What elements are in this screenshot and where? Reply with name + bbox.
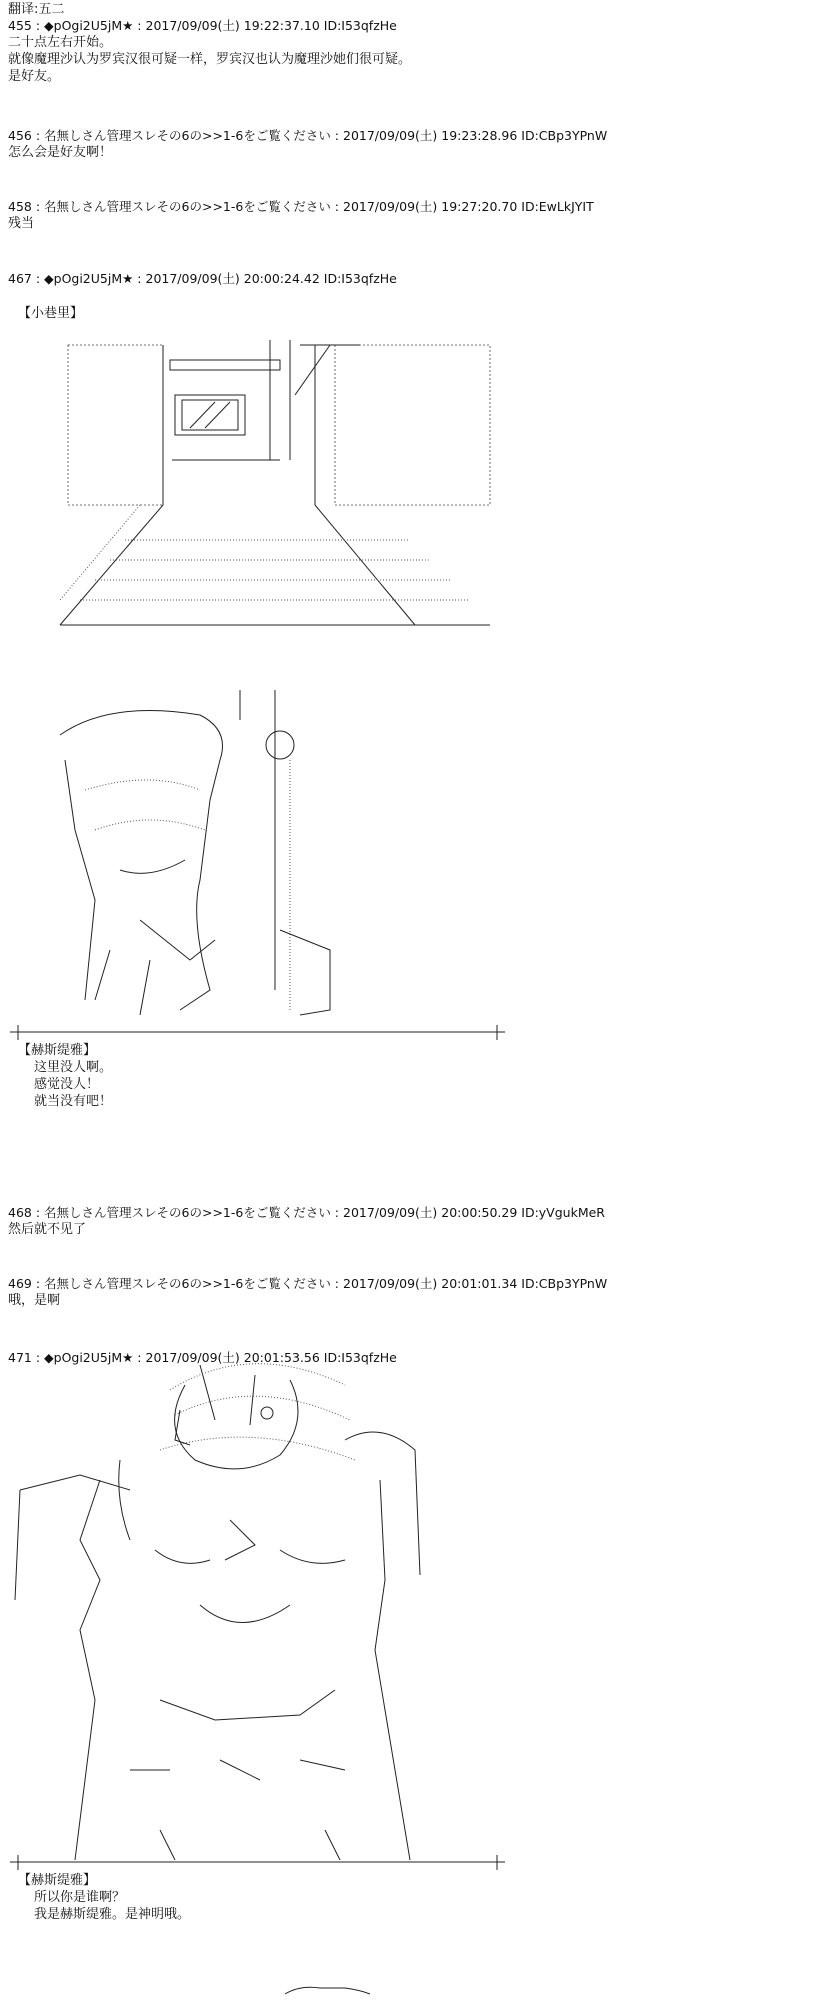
post-header: 455 : ◆pOgi2U5jM★ : 2017/09/09(土) 19:22:37.10 ID:I53qfzHe <box>8 18 397 33</box>
separator-line <box>10 1855 505 1870</box>
alley-window <box>170 360 280 460</box>
post-header: 469 : 名無しさん管理スレその6の>>1-6をご覧ください : 2017/09/09(土) 20:01:01.34 ID:CBp3YPnW <box>8 1276 608 1291</box>
dialogue-line: 感觉没人！ <box>34 1077 100 1092</box>
speaker-label: 【赫斯缇雅】 <box>18 1873 97 1888</box>
post-line: 是好友。 <box>8 69 61 84</box>
character-ascii-art-2 <box>15 1364 420 1860</box>
alley-right-wall <box>295 345 490 625</box>
alley-floor <box>60 540 490 625</box>
separator-line <box>10 1025 505 1040</box>
post-line: 二十点左右开始。 <box>8 35 113 50</box>
post-header: 471 : ◆pOgi2U5jM★ : 2017/09/09(土) 20:01:53.56 ID:I53qfzHe <box>8 1350 397 1365</box>
post-header: 468 : 名無しさん管理スレその6の>>1-6をご覧ください : 2017/09/09(土) 20:00:50.29 ID:yVgukMeR <box>8 1205 605 1220</box>
post-header: 456 : 名無しさん管理スレその6の>>1-6をご覧ください : 2017/09/09(土) 19:23:28.96 ID:CBp3YPnW <box>8 128 608 143</box>
post-line: 就像魔理沙认为罗宾汉很可疑一样，罗宾汉也认为魔理沙她们很可疑。 <box>8 52 412 67</box>
dialogue-line: 这里没人啊。 <box>34 1060 113 1075</box>
speaker-label: 【赫斯缇雅】 <box>18 1043 97 1058</box>
post-header: 467 : ◆pOgi2U5jM★ : 2017/09/09(土) 20:00:24.42 ID:I53qfzHe <box>8 271 397 286</box>
scene-label: 【小巷里】 <box>18 306 84 321</box>
post-line: 残当 <box>8 216 35 231</box>
post-line: 哦，是啊 <box>8 1293 61 1308</box>
post-line: 怎么会是好友啊！ <box>8 145 113 160</box>
translator-credit: 翻译:五二 <box>8 2 65 17</box>
dialogue-line: 就当没有吧！ <box>34 1094 113 1109</box>
dialogue-line: 我是赫斯缇雅。是神明哦。 <box>34 1907 191 1922</box>
alley-left-wall <box>60 345 163 625</box>
ascii-art-fragment <box>285 1987 370 1994</box>
dialogue-line: 所以你是谁啊？ <box>34 1890 126 1905</box>
post-header: 458 : 名無しさん管理スレその6の>>1-6をご覧ください : 2017/09/09(土) 19:27:20.70 ID:EwLkJYIT <box>8 199 594 214</box>
character-ascii-art-1 <box>60 690 330 1015</box>
post-line: 然后就不见了 <box>8 1222 87 1237</box>
